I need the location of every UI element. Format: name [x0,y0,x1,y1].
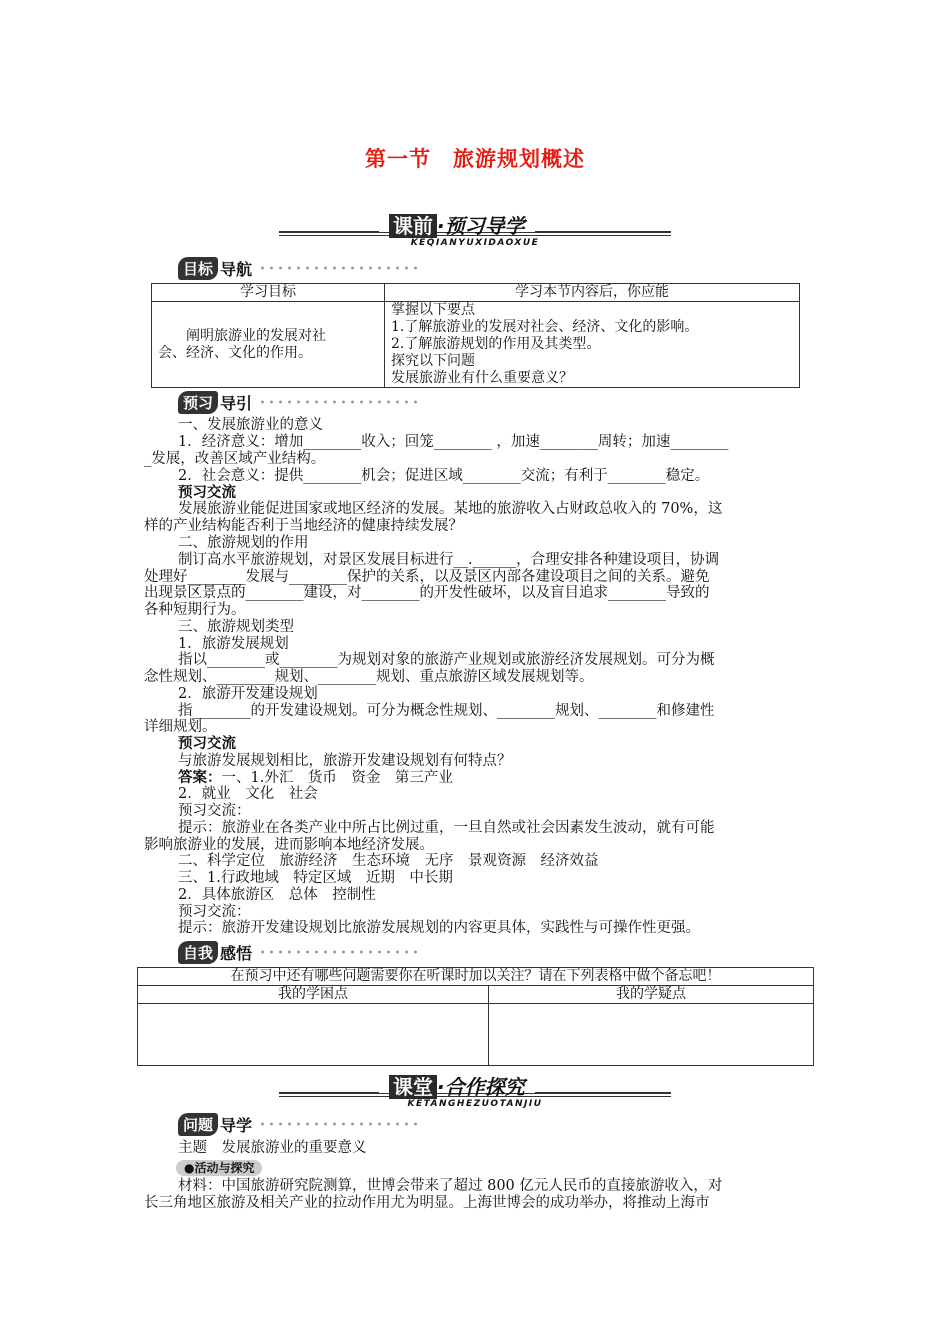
answer-label: 答案： [178,769,222,786]
section-banner-class [279,1071,671,1111]
banner-label-a: 课堂 [389,1075,437,1099]
banner-pinyin: KETANGHEZUOTANJIU [407,1099,543,1109]
goal-cell-right [385,302,800,388]
goal-right-line: 发展旅游业有什么重要意义？ [391,370,573,386]
text-line: 三、旅游规划类型 [178,619,294,635]
goal-right-line: 探究以下问题 [391,353,475,369]
heading-tag: 问题 [178,1113,218,1136]
text-line: 各种短期行为。 [144,602,246,618]
banner-label-a: 课前 [389,214,437,238]
text-line: 1．经济意义：增加________收入；回笼________ ，加速________周转；加速________ [178,434,729,450]
heading-rest: 导学 [220,1115,253,1135]
text-line: 一、发展旅游业的意义 [178,417,323,433]
page-title: 第一节 旅游规划概述 [365,147,585,171]
goal-right-line: 1.了解旅游业的发展对社会、经济、文化的影响。 [391,319,699,335]
text-line: 念性规划、________规划、________规划、重点旅游区域发展规划等。 [144,669,594,685]
text-line: 长三角地区旅游及相关产业的拉动作用尤为明显。上海世博会的成功举办，将推动上海市 [144,1195,710,1211]
memo-input-difficulty[interactable] [138,1004,489,1066]
goal-header-2: 学习本节内容后，你应能 [385,284,800,302]
text-line: 发展旅游业能促进国家或地区经济的发展。某地的旅游收入占财政总收入的 70%，这 [178,501,723,517]
text-line: 影响旅游业的发展，进而影响本地经济发展。 [144,837,434,853]
goal-right-line: 掌握以下要点 [391,302,475,318]
activity-pill [176,1157,262,1176]
text-line: 制订高水平旅游规划，对景区发展目标进行__.______，合理安排各种建设项目，协调 [178,552,720,568]
heading-rest: 感悟 [220,943,253,963]
text-line: 预习交流： [178,904,251,920]
text-line: 详细规划。 [144,719,217,735]
banner-dot: · [437,214,445,238]
text-line: 样的产业结构能否利于当地经济的健康持续发展？ [144,518,463,534]
text-line: 出现景区景点的________建设，对________的开发性破坏，以及盲目追求________导致的 [144,585,710,601]
activity-pill-label: ●活动与探究 [176,1160,262,1176]
section-banner-preview [279,210,671,250]
text-line: 2．具体旅游区 总体 控制性 [178,887,376,903]
text-line: 预习交流： [178,803,251,819]
text-line: 2．就业 文化 社会 [178,786,318,802]
text-line: 三、1.行政地域 特定区域 近期 中长期 [178,870,453,886]
banner-dot: · [437,1075,445,1099]
text-line: 指________的开发建设规划。可分为概念性规划、________规划、________和修建性 [178,703,715,719]
heading-rest: 导航 [220,259,253,279]
goal-left-line-1: 阐明旅游业的发展对社 [186,327,326,344]
text-line: 指以________或________为规划对象的旅游产业规划或旅游经济发展规划。可分为概 [178,652,715,668]
text-line: 1．旅游发展规划 [178,636,289,652]
answer-text: 一、1.外汇 货币 资金 第三产业 [221,770,453,786]
heading-tag: 预习 [178,391,218,414]
memo-col-1: 我的学困点 [138,986,489,1004]
text-line: 与旅游发展规划相比，旅游开发建设规划有何特点？ [178,753,512,769]
text-line: 2．社会意义：提供________机会；促进区域________交流；有利于________稳定。 [178,468,710,484]
text-line: 2．旅游开发建设规划 [178,686,318,702]
heading-tag: 自我 [178,941,218,964]
heading-rest: 导引 [220,393,253,413]
section-heading-question [178,1112,418,1136]
subheading: 预习交流 [178,735,236,752]
goal-right-line: 2.了解旅游规划的作用及其类型。 [391,336,601,352]
goal-header-1: 学习目标 [152,284,385,302]
text-line: 提示：旅游开发建设规划比旅游发展规划的内容更具体，实践性与可操作性更强。 [178,920,700,936]
memo-col-2: 我的学疑点 [489,986,814,1004]
answer-line [178,770,453,787]
text-line: _发展，改善区域产业结构。 [144,451,326,467]
section-heading-self [178,940,418,964]
text-line: 处理好________发展与________保护的关系，以及景区内部各建设项目之间的关系。避免 [144,569,710,585]
heading-tag: 目标 [178,257,218,280]
dots-decoration [258,265,418,271]
section-heading-target [178,256,418,280]
section-heading-preview [178,390,418,414]
banner-label-b: 合作探究 [444,1075,525,1099]
text-line: 二、科学定位 旅游经济 生态环境 无序 景观资源 经济效益 [178,853,599,869]
subheading: 预习交流 [178,484,236,501]
banner-label-b: 预习导学 [444,214,525,238]
dots-decoration [258,1121,418,1127]
goal-left-line-2: 会、经济、文化的作用。 [158,344,312,361]
goal-table [151,283,800,388]
memo-header: 在预习中还有哪些问题需要你在听课时加以关注？请在下列表格中做个备忘吧！ [138,968,814,986]
dots-decoration [258,949,418,955]
memo-input-doubt[interactable] [489,1004,814,1066]
goal-cell-left [152,302,385,388]
banner-pinyin: KEQIANYUXIDAOXUE [410,238,540,248]
memo-table [137,967,814,1066]
topic-line: 主题 发展旅游业的重要意义 [178,1140,367,1156]
text-line: 二、旅游规划的作用 [178,535,309,551]
text-line: 材料：中国旅游研究院测算，世博会带来了超过 800 亿元人民币的直接旅游收入，对 [178,1178,723,1194]
dots-decoration [258,399,418,405]
text-line: 提示：旅游业在各类产业中所占比例过重，一旦自然或社会因素发生波动，就有可能 [178,820,715,836]
